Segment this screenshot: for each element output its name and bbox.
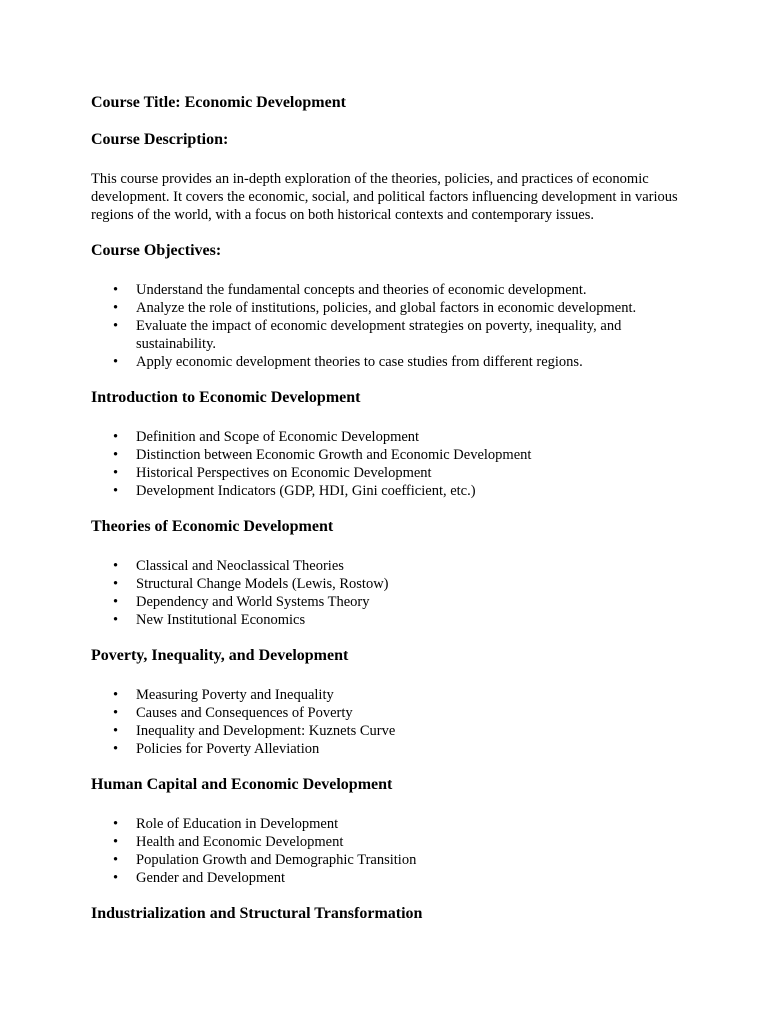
list-item: [91, 704, 681, 722]
bullet-icon: •: [113, 354, 119, 370]
bullet-icon: •: [113, 687, 119, 703]
objectives-list: [91, 281, 681, 371]
bullet-icon: •: [113, 816, 119, 832]
section-list-human-capital: [91, 815, 681, 887]
list-item: [91, 353, 681, 371]
list-item: [91, 593, 681, 611]
list-item: [91, 686, 681, 704]
bullet-icon: •: [113, 300, 119, 316]
document-page: [91, 93, 681, 924]
list-item-text: Historical Perspectives on Economic Development: [136, 465, 432, 481]
bullet-icon: •: [113, 282, 119, 298]
bullet-icon: •: [113, 318, 119, 334]
section-heading-poverty: Poverty, Inequality, and Development: [91, 647, 349, 664]
section-heading-human-capital: Human Capital and Economic Development: [91, 776, 393, 793]
section-list-theories: [91, 557, 681, 629]
bullet-icon: •: [113, 576, 119, 592]
bullet-icon: •: [113, 834, 119, 850]
bullet-icon: •: [113, 705, 119, 721]
spacer: [91, 261, 681, 281]
list-item-text: Policies for Poverty Alleviation: [136, 741, 320, 757]
list-item-text: Structural Change Models (Lewis, Rostow): [136, 576, 389, 592]
course-title: Course Title: Economic Development: [91, 94, 346, 111]
bullet-icon: •: [113, 594, 119, 610]
bullet-icon: •: [113, 612, 119, 628]
list-item-text: Gender and Development: [136, 870, 285, 886]
spacer: [91, 371, 681, 388]
list-item: [91, 317, 681, 353]
list-item-text: Distinction between Economic Growth and Economic Development: [136, 447, 532, 463]
list-item-text: Definition and Scope of Economic Development: [136, 429, 420, 445]
list-item-text: Development Indicators (GDP, HDI, Gini coefficient, etc.): [136, 483, 476, 499]
section-heading-theories: Theories of Economic Development: [91, 518, 334, 535]
bullet-icon: •: [113, 429, 119, 445]
spacer: [91, 500, 681, 517]
list-item-text: Causes and Consequences of Poverty: [136, 705, 353, 721]
section-heading-industrialization: Industrialization and Structural Transformation: [91, 905, 423, 922]
list-item: [91, 611, 681, 629]
bullet-icon: •: [113, 558, 119, 574]
list-item: [91, 464, 681, 482]
bullet-icon: •: [113, 465, 119, 481]
spacer: [91, 887, 681, 904]
list-item: [91, 281, 681, 299]
bullet-icon: •: [113, 447, 119, 463]
bullet-icon: •: [113, 723, 119, 739]
spacer: [91, 629, 681, 646]
description-heading: Course Description:: [91, 131, 229, 148]
section-list-intro: [91, 428, 681, 500]
list-item-text: Apply economic development theories to case studies from different regions.: [136, 354, 583, 370]
list-item-text: Health and Economic Development: [136, 834, 344, 850]
list-item: [91, 815, 681, 833]
spacer: [91, 224, 681, 241]
spacer: [91, 666, 681, 686]
bullet-icon: •: [113, 741, 119, 757]
spacer: [91, 150, 681, 170]
list-item: [91, 740, 681, 758]
spacer: [91, 408, 681, 428]
list-item-text: Understand the fundamental concepts and theories of economic development.: [136, 282, 587, 298]
list-item-text: Analyze the role of institutions, policies, and global factors in economic development.: [136, 300, 637, 316]
section-list-poverty: [91, 686, 681, 758]
bullet-icon: •: [113, 483, 119, 499]
list-item: [91, 851, 681, 869]
list-item: [91, 575, 681, 593]
list-item-text: Evaluate the impact of economic development strategies on poverty, inequality, and sustainability.: [136, 318, 622, 352]
list-item: [91, 446, 681, 464]
bullet-icon: •: [113, 852, 119, 868]
list-item: [91, 722, 681, 740]
list-item-text: Population Growth and Demographic Transition: [136, 852, 417, 868]
spacer: [91, 795, 681, 815]
list-item: [91, 869, 681, 887]
list-item-text: Inequality and Development: Kuznets Curve: [136, 723, 396, 739]
spacer: [91, 537, 681, 557]
section-heading-intro: Introduction to Economic Development: [91, 389, 361, 406]
list-item: [91, 557, 681, 575]
list-item-text: Classical and Neoclassical Theories: [136, 558, 344, 574]
objectives-heading: Course Objectives:: [91, 242, 222, 259]
list-item-text: Measuring Poverty and Inequality: [136, 687, 334, 703]
list-item: [91, 428, 681, 446]
bullet-icon: •: [113, 870, 119, 886]
list-item-text: Dependency and World Systems Theory: [136, 594, 370, 610]
spacer: [91, 113, 681, 130]
description-text: This course provides an in-depth exploration of the theories, policies, and practices of economic development. It covers the economic, social, and political factors influencing development in various regions of the world, with a focus on both historical contexts and contemporary issues.: [91, 171, 678, 223]
list-item: [91, 299, 681, 317]
list-item-text: Role of Education in Development: [136, 816, 339, 832]
spacer: [91, 758, 681, 775]
list-item-text: New Institutional Economics: [136, 612, 306, 628]
list-item: [91, 833, 681, 851]
list-item: [91, 482, 681, 500]
